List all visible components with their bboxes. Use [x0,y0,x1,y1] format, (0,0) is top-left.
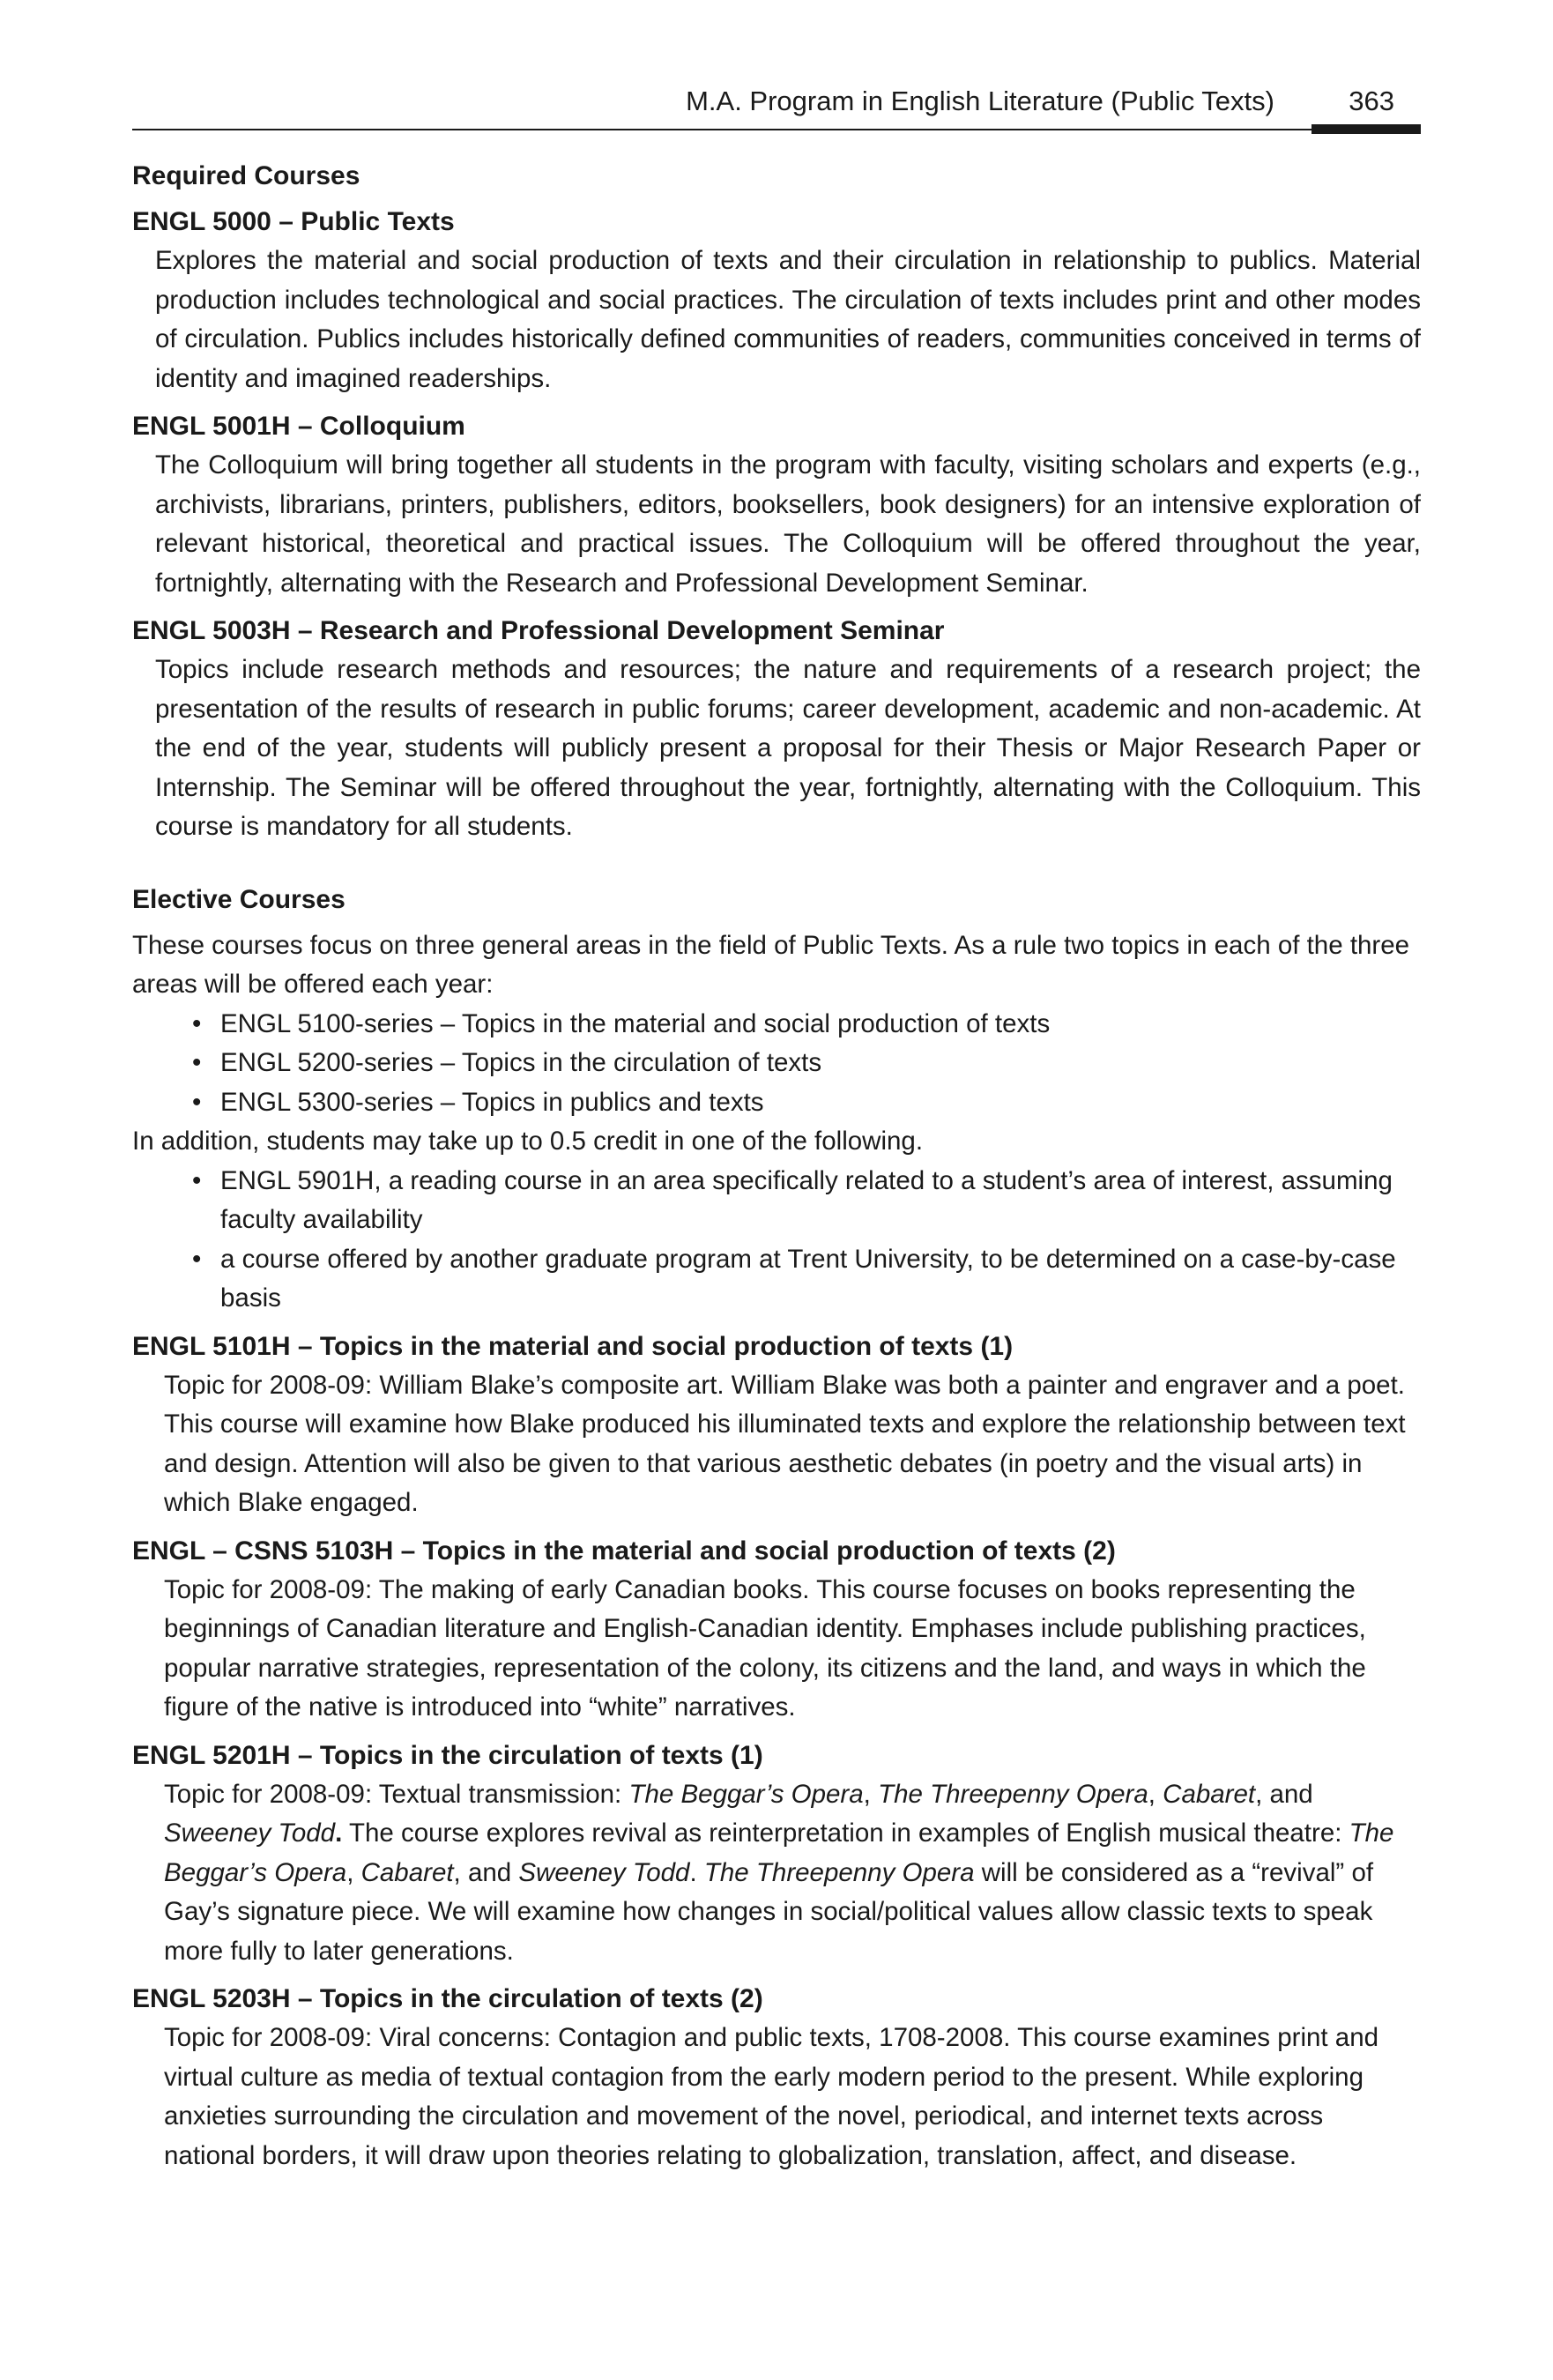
list-item: • ENGL 5200-series – Topics in the circulation of texts [132,1044,1421,1083]
desc-text: will be considered as a “revival” of Gay’s signature piece. We will examine how changes in social/political values allow classic texts to speak more fully to later generations. [164,1857,1374,1966]
list-item: • ENGL 5300-series – Topics in publics and texts [132,1083,1421,1123]
work-title: The Beggar’s Opera [164,1818,1394,1887]
desc-text: The course explores revival as reinterpretation in examples of English musical theatre: [342,1818,1349,1848]
desc-text: . [335,1818,343,1848]
elective-courses-heading: Elective Courses [132,884,346,914]
course-title: ENGL 5101H – Topics in the material and social production of texts (1) [132,1331,1014,1361]
required-courses-heading: Required Courses [132,161,360,190]
course-engl-5203h [132,1980,1421,2175]
page-number: 363 [1349,86,1394,116]
course-description: Topic for 2008-09: Viral concerns: Contagion and public texts, 1708-2008. This course examines print and virtual culture as media of textual contagion from the early modern period to the present. While exploring anxieties surrounding the circulation and movement of the novel, periodical, and internet texts across national borders, it will draw upon theories relating to globalization, translation, affect, and disease. [164,2023,1379,2170]
course-description: Explores the material and social production of texts and their circulation in relationship to publics. Material production includes technological and social practices. The circulation of texts includes print and other modes of circulation. Publics includes historically defined communities of readers, communities conceived in terms of identity and imagined readerships. [155,246,1421,393]
work-title: Cabaret [1163,1779,1256,1809]
course-title: ENGL 5203H – Topics in the circulation of texts (2) [132,1984,763,2013]
work-title: Cabaret [360,1857,454,1887]
running-title: M.A. Program in English Literature (Public Texts) [686,86,1274,116]
desc-text: , and [453,1857,519,1887]
course-engl-5201h [132,1737,1421,1972]
desc-text: . [689,1857,704,1887]
list-item: • a course offered by another graduate program at Trent University, to be determined on a case-by-case basis [132,1240,1421,1319]
work-title: Sweeney Todd [164,1818,336,1848]
work-title: The Beggar’s Opera [628,1779,864,1809]
desc-text: Topic for 2008-09: Textual transmission: [164,1779,629,1809]
running-header [132,83,1419,130]
course-title: ENGL 5201H – Topics in the circulation of texts (1) [132,1740,763,1770]
header-accent-bar [1312,124,1421,134]
course-description: Topic for 2008-09: The making of early Canadian books. This course focuses on books representing the beginnings of Canadian literature and English-Canadian identity. Emphases include publishing practices, popular narrative strategies, representation of the colony, its citizens and the land, and ways in which the figure of the native is introduced into “white” narratives. [164,1574,1366,1722]
course-engl-5001h [132,407,1421,603]
elective-addition: In addition, students may take up to 0.5 credit in one of the following. [132,1127,924,1156]
series-list [132,1005,1421,1123]
course-title: ENGL – CSNS 5103H – Topics in the material and social production of texts (2) [132,1536,1116,1566]
list-item: • ENGL 5901H, a reading course in an area specifically related to a student’s area of interest, assuming faculty availability [132,1162,1421,1240]
elective-intro: These courses focus on three general areas in the field of Public Texts. As a rule two topics in each of the three areas will be offered each year: [132,930,1410,999]
desc-text: , and [1255,1779,1313,1809]
work-title: The Threepenny Opera [703,1857,975,1887]
options-list [132,1162,1421,1319]
page-content [132,157,1421,2184]
course-title: ENGL 5003H – Research and Professional Development Seminar [132,616,945,645]
course-engl-csns-5103h [132,1532,1421,1728]
course-description: Topics include research methods and resources; the nature and requirements of a research project; the presentation of the results of research in public forums; career development, academic and non-academic. At the end of the year, students will publicly present a proposal for their Thesis or Major Research Paper or Internship. The Seminar will be offered throughout the year, fortnightly, alternating with the Colloquium. This course is mandatory for all students. [155,655,1421,841]
course-title: ENGL 5001H – Colloquium [132,412,465,441]
course-engl-5101h [132,1328,1421,1523]
course-description: The Colloquium will bring together all students in the program with faculty, visiting scholars and experts (e.g., archivists, librarians, printers, publishers, editors, booksellers, book designers) for an intensive exploration of relevant historical, theoretical and practical issues. The Colloquium will be offered throughout the year, fortnightly, alternating with the Research and Professional Development Seminar. [155,450,1421,598]
course-description: Topic for 2008-09: William Blake’s composite art. William Blake was both a painter and engraver and a poet. This course will examine how Blake produced his illuminated texts and explore the relationship between text and design. Attention will also be given to that various aesthetic debates (in poetry and the visual arts) in which Blake engaged. [164,1370,1406,1517]
course-engl-5003h [132,612,1421,847]
desc-text: , [346,1857,361,1887]
course-description [164,1775,1421,1972]
work-title: Sweeney Todd [518,1857,690,1887]
list-item: • ENGL 5100-series – Topics in the material and social production of texts [132,1005,1421,1045]
desc-text: , [863,1779,879,1809]
work-title: The Threepenny Opera [878,1779,1148,1809]
course-engl-5000 [132,203,1421,398]
course-title: ENGL 5000 – Public Texts [132,207,455,236]
desc-text: , [1148,1779,1163,1809]
